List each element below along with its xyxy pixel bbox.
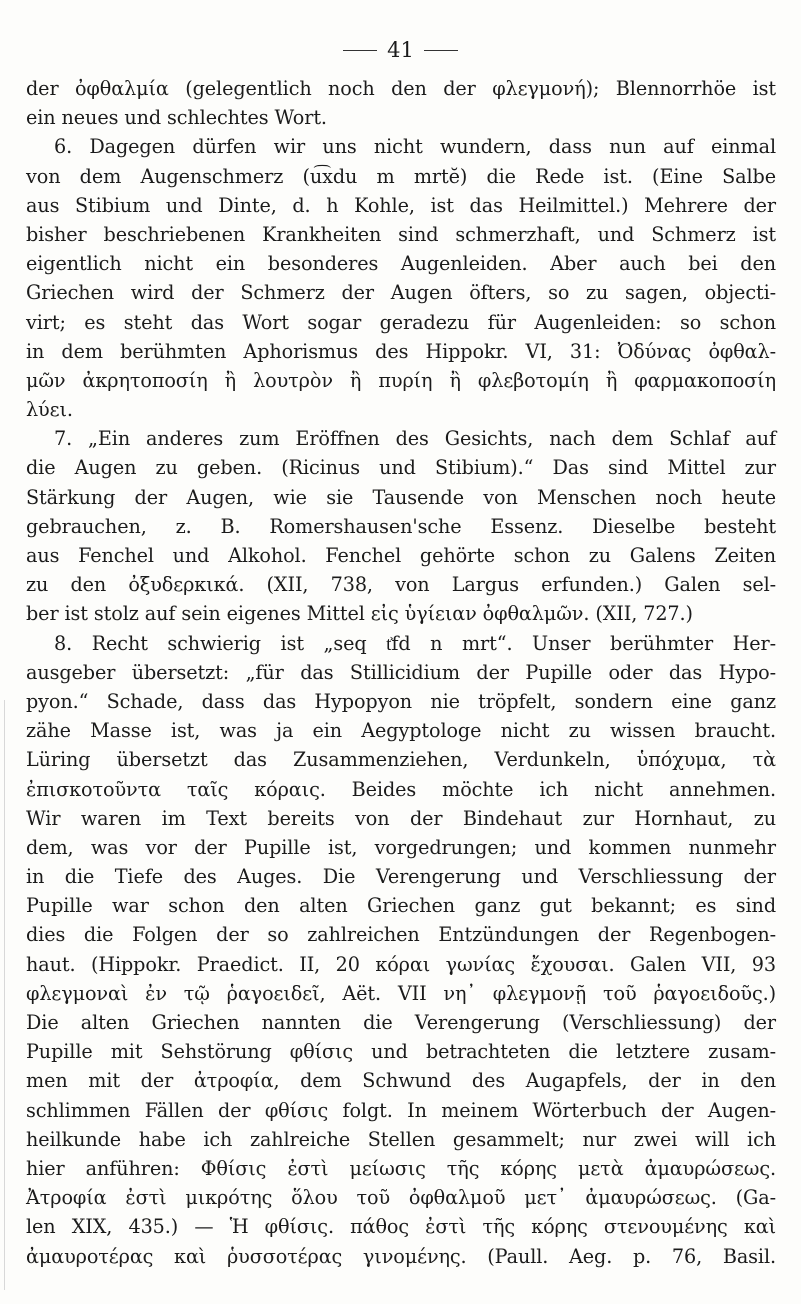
text-line: die Augen zu geben. (Ricinus und Stibium).“ Das sind Mittel zur (26, 456, 776, 480)
text-line: ein neues und schlechtes Wort. (26, 106, 327, 130)
header-rule-left (343, 50, 377, 51)
text-line: 7. „Ein anderes zum Eröffnen des Gesichts, nach dem Schlaf auf (54, 427, 776, 451)
text-line: aus Fenchel und Alkohol. Fenchel gehörte schon zu Galens Zeiten (26, 544, 776, 567)
text-line: μῶν ἀκρητοποσίη ἢ λουτρὸν ἢ πυρίη ἢ φλεβοτομίη ἢ φαρμακοποσίη (26, 368, 776, 392)
text-line: aus Stibium und Dinte, d. h Kohle, ist das Heilmittel.) Mehrere der (26, 193, 776, 217)
text-line: haut. (Hippokr. Praedict. II, 20 κόραι γωνίας ἔχουσαι. Galen VII, 93 (26, 952, 776, 976)
page-number: 41 (387, 38, 414, 62)
text-line: schlimmen Fällen der φθίσις folgt. In meinem Wörterbuch der Augen- (26, 1098, 776, 1122)
text-line: Die alten Griechen nannten die Verengerung (Verschliessung) der (26, 1011, 776, 1034)
margin-line (4, 700, 5, 1290)
text-line: ausgeber übersetzt: „für das Stillicidium der Pupille oder das Hypo- (26, 660, 776, 684)
text-line: Pupille war schon den alten Griechen ganz gut bekannt; es sind (26, 894, 776, 918)
text-line: Wir waren im Text bereits von der Bindehaut zur Hornhaut, zu (26, 806, 776, 830)
text-line: len XIX, 435.) — Ἡ φθίσις. πάθος ἐστὶ τῆς κόρης στενουμένης καὶ (26, 1215, 776, 1239)
text-line: φλεγμοναὶ ἐν τῷ ῥαγοειδεῖ, Aët. VII νη᾽ φλεγμονῇ τοῦ ῥαγοειδοῦς.) (26, 981, 776, 1005)
text-line: Pupille mit Sehstörung φθίσις und betrachteten die letztere zusam- (26, 1040, 776, 1064)
text-line: virt; es steht das Wort sogar geradezu für Augenleiden: so schon (26, 310, 776, 334)
text-line: dies die Folgen der so zahlreichen Entzündungen der Regenbogen- (26, 923, 776, 947)
text-line: eigentlich nicht ein besonderes Augenleiden. Aber auch bei den (26, 252, 776, 276)
text-line: in dem berühmten Aphorismus des Hippokr. VI, 31: Ὀδύνας ὀφθαλ- (26, 339, 776, 363)
text-line: hier anführen: Φθίσις ἐστὶ μείωσις τῆς κόρης μετὰ ἀμαυρώσεως. (26, 1156, 776, 1180)
body-text (26, 74, 776, 1271)
text-line: λύει. (26, 398, 73, 422)
text-line: ber ist stolz auf sein eigenes Mittel εἰς ὑγίειαν ὀφθαλμῶν. (XII, 727.) (26, 602, 693, 626)
text-line: ἐπισκοτοῦντα ταῖς κόραις. Beides möchte ich nicht annehmen. (26, 777, 776, 801)
text-line: heilkunde habe ich zahlreiche Stellen gesammelt; nur zwei will ich (26, 1127, 776, 1151)
text-line: von dem Augenschmerz (u͡xdu m mrtĕ) die Rede ist. (Eine Salbe (26, 164, 776, 188)
page-header (0, 38, 801, 62)
text-line: zu den ὀξυδερκικά. (XII, 738, von Largus erfunden.) Galen sel- (26, 573, 776, 597)
text-line: men mit der ἀτροφία, dem Schwund des Augapfels, der in den (26, 1069, 776, 1093)
text-line: ἀμαυροτέρας καὶ ῥυσσοτέρας γινομένης. (Paull. Aeg. p. 76, Basil. (26, 1244, 776, 1268)
text-line: der ὀφθαλμία (gelegentlich noch den der φλεγμονή); Blennorrhöe ist (26, 77, 776, 100)
text-line: zähe Masse ist, was ja ein Aegyptologe nicht zu wissen braucht. (26, 719, 776, 743)
text-line: gebrauchen, z. B. Romershausen'sche Essenz. Dieselbe besteht (26, 514, 776, 538)
text-line: bisher beschriebenen Krankheiten sind schmerzhaft, und Schmerz ist (26, 222, 776, 246)
text-line: 6. Dagegen dürfen wir uns nicht wundern, dass nun auf einmal (54, 135, 776, 159)
text-line: pyon.“ Schade, dass das Hypopyon nie tröpfelt, sondern eine ganz (26, 689, 776, 713)
text-line: Lüring übersetzt das Zusammenziehen, Verdunkeln, ὑπόχυμα, τὰ (26, 748, 776, 772)
text-line: 8. Recht schwierig ist „seq t͐fd n mrt“. Unser berühmter Her- (54, 631, 776, 655)
text-line: Ἀτροφία ἐστὶ μικρότης ὅλου τοῦ ὀφθαλμοῦ μετ᾽ ἀμαυρώσεως. (Ga- (26, 1186, 776, 1210)
text-line: Griechen wird der Schmerz der Augen öfters, so zu sagen, objecti- (26, 281, 776, 305)
text-line: dem, was vor der Pupille ist, vorgedrungen; und kommen nunmehr (26, 835, 776, 859)
text-line: in die Tiefe des Auges. Die Verengerung und Verschliessung der (26, 865, 776, 889)
header-rule-right (424, 50, 458, 51)
text-line: Stärkung der Augen, wie sie Tausende von Menschen noch heute (26, 485, 776, 509)
